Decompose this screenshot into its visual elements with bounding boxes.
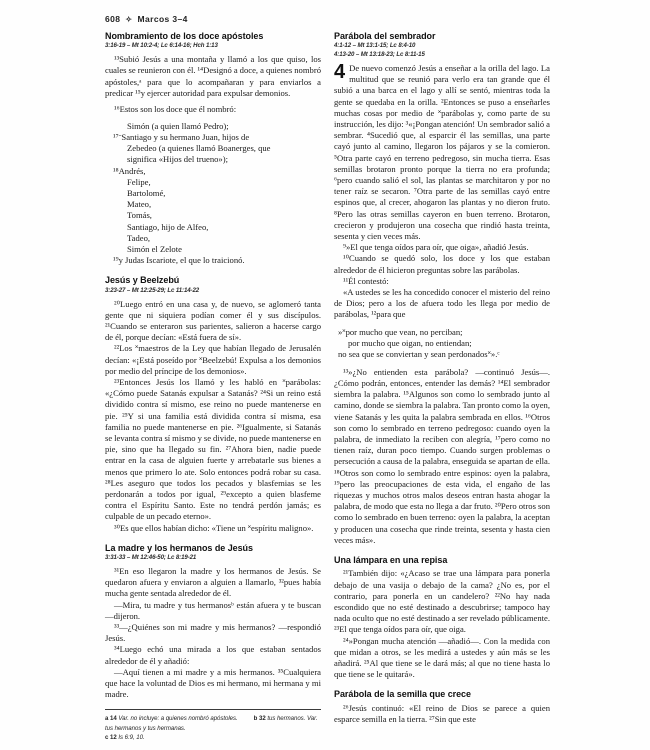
list-item: Felipe, (127, 176, 151, 187)
footnote-line (105, 733, 321, 743)
section-heading-beelzebu: Jesús y Beelzebú (105, 275, 180, 286)
running-head-reference: Marcos 3–4 (137, 14, 188, 24)
ornament-icon: ✧ (125, 15, 133, 24)
paragraph: ¹⁶Estos son los doce que él nombró: (114, 104, 237, 115)
list-item: Santiago, hijo de Alfeo, (127, 221, 209, 232)
paragraph: ²²Los ˟maestros de la Ley que habían llegado de Jerusalén decían: «¡Está poseído por ˟Beelzebú! Expulsa a los demonios por medio del príncipe de los demonios». (105, 343, 321, 376)
footnote-text: tus hermanos. Var. tus hermanos y tus hermanas. (105, 714, 318, 732)
section-heading-growing-seed: Parábola de la semilla que crece (334, 689, 471, 700)
section-heading-sower: Parábola del sembrador (334, 31, 436, 41)
cross-reference-line: 4:1-12 – Mt 13:1-15; Lc 8:4-10 (334, 42, 416, 50)
cross-reference-line: 3:23-27 – Mt 12:25-29; Lc 11:14-22 (105, 286, 200, 294)
footnote-line (105, 714, 321, 734)
footnote-marker: c (105, 734, 109, 742)
chapter-number: 4 (334, 61, 346, 83)
list-item: ¹⁸Andrés, (113, 165, 146, 176)
paragraph: ³⁴Luego echó una mirada a los que estaban sentados alrededor de él y añadió: (105, 644, 321, 666)
list-item: significa «Hijos del trueno»); (127, 154, 228, 165)
list-item: Tomás, (127, 210, 152, 221)
paragraph: «A ustedes se les ha concedido conocer el misterio del reino de Dios; pero a los de afuera todo les llega por medio de parábolas, ¹²para que (334, 287, 550, 320)
cross-reference-line: 3:16-19 – Mt 10:2-4; Lc 6:14-16; Hch 1:13 (105, 42, 218, 50)
footnote-marker: a (105, 714, 109, 722)
footnote-marker: b (253, 714, 258, 722)
footnote-verse: 12 (110, 734, 117, 742)
paragraph: ²¹También dijo: «¿Acaso se trae una lámpara para ponerla debajo de una vasija o debajo de la cama? ¿No es, por el contrario, para ponerla en un candelero? ²²No hay nada escondido que no esté destinado a descubrirse; tampoco hay nada oculto que no esté destinado a ser revelado públicamente. ²³El que tenga oídos para oír, que oiga. (334, 568, 550, 635)
right-column (334, 31, 550, 725)
dialogue-line: ³³—¿Quiénes son mi madre y mis hermanos? —respondió Jesús. (105, 621, 321, 644)
two-column-layout (105, 31, 550, 743)
running-head (105, 14, 550, 24)
paragraph: ³¹En eso llegaron la madre y los hermanos de Jesús. Se quedaron afuera y enviaron a alguien a llamarlo, ³²pues había mucha gente sentada alrededor de él. (105, 565, 321, 599)
footnote-text: Var. no incluye: a quienes nombró apóstoles. (118, 714, 238, 722)
paragraph: ⁹»El que tenga oídos para oír, que oiga», añadió Jesús. (343, 242, 529, 253)
list-item: ¹⁷ˉSantiago y su hermano Juan, hijos de (113, 131, 250, 142)
paragraph: ³⁰Es que ellos habían dicho: «Tiene un ˟espíritu maligno». (114, 522, 314, 533)
paragraph: ²⁴»Pongan mucha atención —añadió—. Con la medida con que midan a otros, se les medirá a ustedes y aún más se les añadirá. ²⁵Al que tiene se le dará más; al que no tiene hasta lo que tiene se le quitará». (334, 635, 550, 680)
paragraph: ¹⁰Cuando se quedó solo, los doce y los que estaban alrededor de él hicieron preguntas sobre las parábolas. (334, 253, 550, 275)
list-item: Bartolomé, (127, 187, 166, 198)
paragraph: ²³Entonces Jesús los llamó y les habló en ˟parábolas: «¿Cómo puede Satanás expulsar a Satanás? ²⁴Si un reino está dividido contra sí mismo, ese reino no puede mantenerse en pie. ²⁵Y si una familia está dividida contra sí misma, esa familia no puede mantenerse en pie. ²⁶Igualmente, si Satanás se levanta contra sí mismo y se divide, no puede mantenerse en pie, sino que ha llegado su fin. ²⁷Ahora bien, nadie puede entrar en la casa de alguien fuerte y arrebatarle sus bienes a menos que primero lo ate. Solo entonces podrá robar su casa. ²⁸Les aseguro que todos los pecados y blasfemias se les perdonarán a todos por igual, ²⁹excepto a quien blasfeme contra el Espíritu Santo. Este no tendrá perdón jamás; es culpable de un pecado eterno». (105, 376, 321, 522)
list-item: Zebedeo (a quienes llamó Boanerges, que (127, 143, 271, 154)
footnote-verse: 14 (110, 714, 117, 722)
list-item: Tadeo, (127, 232, 151, 243)
poetry-block (334, 327, 550, 361)
list-item: Simón el Zelote (127, 243, 182, 254)
dialogue-line: —Aquí tienen a mi madre y a mis hermanos. ³⁵Cualquiera que hace la voluntad de Dios es mi hermano, mi hermana y mi madre. (105, 666, 321, 700)
cross-reference-line: 3:31-33 – Mt 12:46-50; Lc 8:19-21 (105, 554, 197, 562)
footnotes-block (105, 709, 321, 743)
paragraph: ¹³Subió Jesús a una montaña y llamó a los que quiso, los cuales se reunieron con él. ¹⁴Designó a doce, a quienes nombró apóstoles,ᵃ para que lo acompañaran y para enviarlos a predicar ¹⁵y ejercer autoridad para expulsar demonios. (105, 54, 321, 98)
list-item: Mateo, (127, 199, 152, 210)
left-column (105, 31, 321, 743)
footnote-text: Is 6:9, 10. (118, 734, 145, 742)
paragraph: ¹³»¿No entienden esta parábola? —continuó Jesús—. ¿Cómo podrán, entonces, entender las demás? ¹⁴El sembrador siembra la palabra. ¹⁵Algunos son como lo sembrado junto al camino, donde se siembra la palabra. Tan pronto como la oyen, viene Satanás y les quita la palabra sembrada en ellos. ¹⁶Otros son como lo sembrado en terreno pedregoso: cuando oyen la palabra, de inmediato la reciben con alegría, ¹⁷pero como no tienen raíz, duran poco tiempo. Cuando surgen problemas o persecución a causa de la palabra, enseguida se apartan de ella. ¹⁸Otros son como lo sembrado entre espinos: oyen la palabra, ¹⁹pero las preocupaciones de esta vida, el engaño de las riquezas y muchos otros malos deseos entran hasta ahogar la palabra, de modo que esta no llega a dar fruto. ²⁰Pero otros son como lo sembrado en buen terreno: oyen la palabra, la aceptan y producen una cosecha que rinde treinta, sesenta y hasta cien veces más». (334, 366, 550, 545)
paragraph: ²⁰Luego entró en una casa y, de nuevo, se aglomeró tanta gente que ni siquiera podían comer él y sus discípulos. ²¹Cuando se enteraron sus parientes, salieron a hacerse cargo de él, porque decían: «Está fuera de sí». (105, 298, 321, 343)
poetry-line: no sea que se conviertan y sean perdonados˟».ᶜ (338, 349, 500, 360)
poetry-line: por mucho que oigan, no entiendan; (348, 338, 472, 349)
paragraph: ²⁶Jesús continuó: «El reino de Dios se parece a quien esparce semilla en la tierra. ²⁷Sin que este (334, 702, 550, 724)
paragraph-chapter-start (334, 63, 550, 242)
dialogue-line: —Mira, tu madre y tus hermanosᵇ están afuera y te buscan —dijeron. (105, 599, 321, 621)
section-heading-lamp: Una lámpara en una repisa (334, 554, 448, 565)
paragraph: ¹¹Él contestó: (343, 275, 389, 286)
section-heading-family: La madre y los hermanos de Jesús (105, 542, 253, 553)
list-item: Simón (a quien llamó Pedro); (127, 120, 229, 131)
apostles-list (105, 121, 321, 267)
paragraph-text: De nuevo comenzó Jesús a enseñar a la orilla del lago. La multitud que se reunió para verlo era tan grande que él subió a una barca en el lago y allí se sentó, mientras toda la gente se quedaba en la orilla. ²Entonces se puso a enseñarles muchas cosas por medio de ˟parábolas y, como parte de su instrucción, les dijo: ³«¡Pongan atención! Un sembrador salió a sembrar. ⁴Sucedió que, al esparcir él las semillas, una parte cayó junto al camino, llegaron los pájaros y se la comieron. ⁵Otra parte cayó en terreno pedregoso, sin mucha tierra. Esas semillas brotaron pronto porque la tierra no era profunda; ⁶pero cuando salió el sol, las plantas se marchitaron y por no tener raíz se secaron. ⁷Otra parte de las semillas cayó entre espinos que, al crecer, ahogaron las plantas y no dieron fruto. ⁸Pero las otras semillas cayeron en buen terreno. Brotaron, crecieron y produjeron una cosecha que rindió hasta treinta, sesenta y cien veces más. (334, 63, 550, 242)
footnote-verse: 32 (259, 714, 266, 722)
page-number: 608 (105, 14, 121, 24)
poetry-line: »˟por mucho que vean, no perciban; (338, 326, 463, 337)
list-item: ¹⁹y Judas Iscariote, el que lo traicionó. (113, 255, 245, 266)
cross-reference-line: 4:13-20 – Mt 13:18-23; Lc 8:11-15 (334, 51, 425, 59)
section-heading-apostles: Nombramiento de los doce apóstoles (105, 31, 264, 41)
